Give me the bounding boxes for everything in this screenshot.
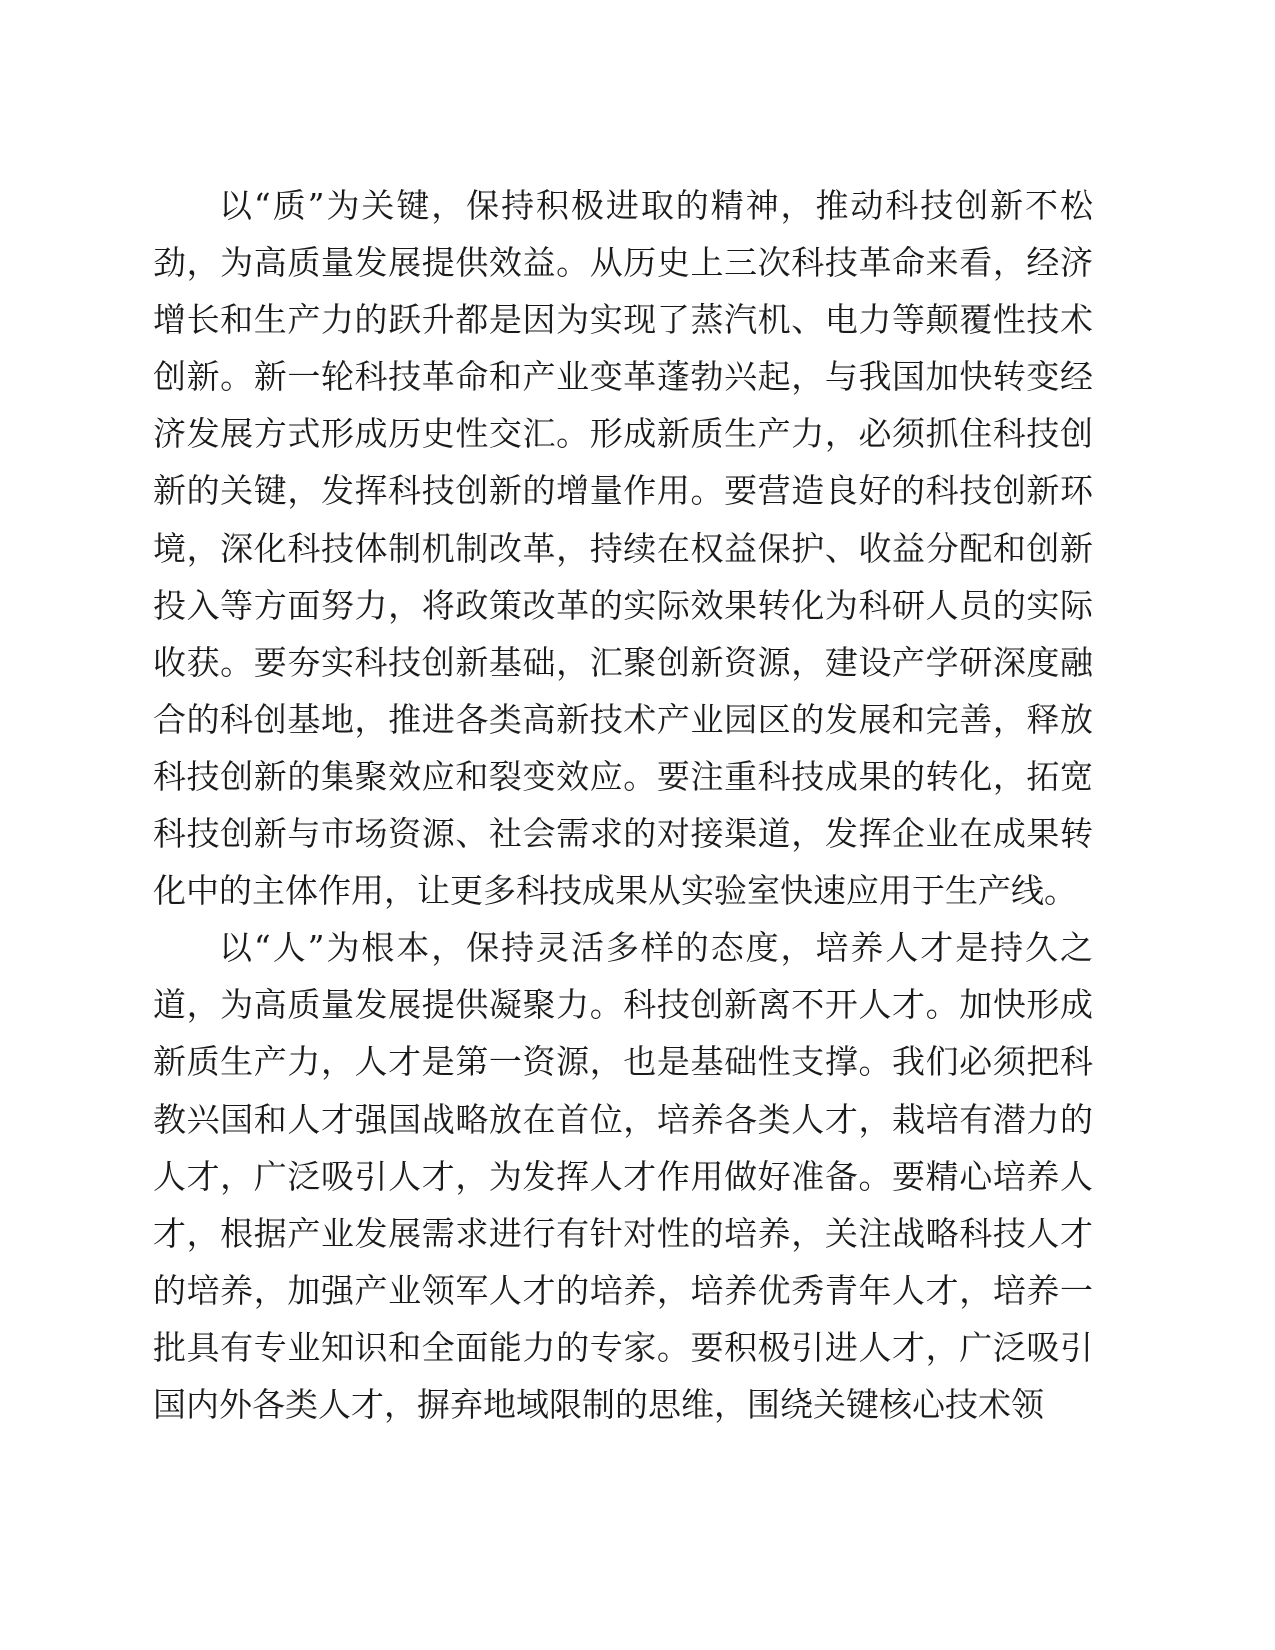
paragraph-line: 教兴国和人才强国战略放在首位，培养各类人才，栽培有潜力的 — [153, 1099, 1093, 1139]
paragraph-line: 国内外各类人才，摒弃地域限制的思维，围绕关键核心技术领 — [153, 1384, 1044, 1424]
paragraph-talent — [153, 919, 1093, 1433]
paragraph-line: 投入等方面努力，将政策改革的实际效果转化为科研人员的实际 — [153, 585, 1093, 625]
paragraph-line: 才，根据产业发展需求进行有针对性的培养，关注战略科技人才 — [153, 1213, 1093, 1253]
paragraph-line: 以“质”为关键，保持积极进取的精神，推动科技创新不松 — [219, 186, 1093, 225]
paragraph-line: 道，为高质量发展提供凝聚力。科技创新离不开人才。加快形成 — [153, 985, 1093, 1025]
paragraph-line: 人才，广泛吸引人才，为发挥人才作用做好准备。要精心培养人 — [153, 1156, 1093, 1196]
paragraph-line: 济发展方式形成历史性交汇。形成新质生产力，必须抓住科技创 — [153, 414, 1093, 454]
paragraph-line: 境，深化科技体制机制改革，持续在权益保护、收益分配和创新 — [153, 528, 1093, 568]
paragraph-line: 合的科创基地，推进各类高新技术产业园区的发展和完善，释放 — [153, 699, 1093, 739]
paragraph-line: 科技创新与市场资源、社会需求的对接渠道，发挥企业在成果转 — [153, 814, 1093, 854]
paragraph-line: 新的关键，发挥科技创新的增量作用。要营造良好的科技创新环 — [153, 471, 1093, 511]
paragraph-line: 创新。新一轮科技革命和产业变革蓬勃兴起，与我国加快转变经 — [153, 357, 1093, 397]
paragraph-quality — [153, 177, 1093, 919]
paragraph-line: 增长和生产力的跃升都是因为实现了蒸汽机、电力等颠覆性技术 — [153, 300, 1093, 340]
body-text — [153, 177, 1093, 1433]
paragraph-line: 新质生产力，人才是第一资源，也是基础性支撑。我们必须把科 — [153, 1042, 1093, 1082]
paragraph-line: 劲，为高质量发展提供效益。从历史上三次科技革命来看，经济 — [153, 243, 1093, 283]
paragraph-line: 以“人”为根本，保持灵活多样的态度，培养人才是持久之 — [219, 928, 1093, 968]
paragraph-line: 批具有专业知识和全面能力的专家。要积极引进人才，广泛吸引 — [153, 1327, 1093, 1367]
paragraph-line: 的培养，加强产业领军人才的培养，培养优秀青年人才，培养一 — [153, 1270, 1093, 1310]
paragraph-line: 科技创新的集聚效应和裂变效应。要注重科技成果的转化，拓宽 — [153, 756, 1093, 796]
paragraph-line: 化中的主体作用，让更多科技成果从实验室快速应用于生产线。 — [153, 871, 1077, 911]
paragraph-line: 收获。要夯实科技创新基础，汇聚创新资源，建设产学研深度融 — [153, 642, 1093, 682]
